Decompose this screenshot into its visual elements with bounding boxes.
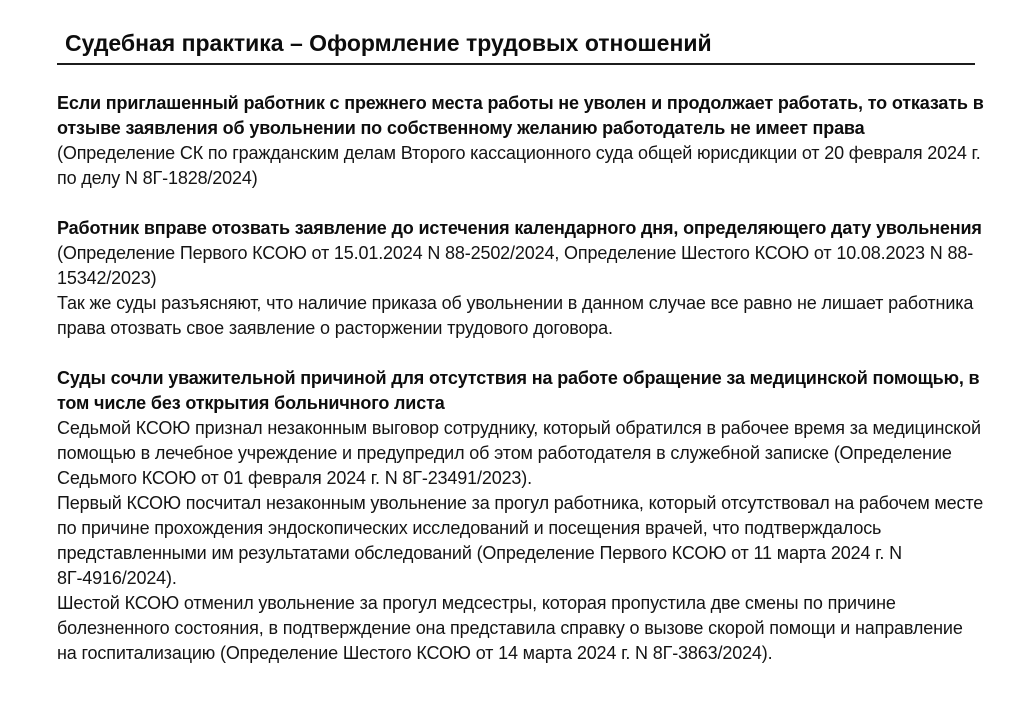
document-body — [0, 65, 1024, 666]
paragraph: Так же суды разъясняют, что наличие приказа об увольнении в данном случае все равно не лишает работника права отозвать свое заявление о расторжении трудового договора. — [57, 293, 974, 338]
paragraph: Седьмой КСОЮ признал незаконным выговор сотруднику, который обратился в рабочее время за медицинской помощью в лечебное учреждение и предупредил об этом работодателя в служебной записке (Определение Седьмого КСОЮ от 01 февраля 2024 г. N 8Г-23491/2023). — [57, 418, 981, 488]
section-heading: Суды сочли уважительной причиной для отсутствия на работе обращение за медицинской помощью, в том числе без открытия больничного листа — [57, 368, 980, 413]
section-invited-worker — [57, 91, 987, 191]
section-medical-absence — [57, 366, 987, 666]
paragraph: Шестой КСОЮ отменил увольнение за прогул медсестры, которая пропустила две смены по причине болезненного состояния, в подтверждение она представила справку о вызове скорой помощи и направление на госпитализацию (Определение Шестого КСОЮ от 14 марта 2024 г. N 8Г-3863/2024). — [57, 593, 963, 663]
paragraph: (Определение Первого КСОЮ от 15.01.2024 N 88-2502/2024, Определение Шестого КСОЮ от 10.08.2023 N 88-15342/2023) — [57, 243, 974, 288]
paragraph: Первый КСОЮ посчитал незаконным увольнение за прогул работника, который отсутствовал на рабочем месте по причине прохождения эндоскопических исследований и посещения врачей, что подтверждалось представленными им результатами обследований (Определение Первого КСОЮ от 11 марта 2024 г. N 8Г-4916/2024). — [57, 493, 984, 588]
page-title: Судебная практика – Оформление трудовых отношений — [65, 30, 712, 56]
section-heading: Если приглашенный работник с прежнего места работы не уволен и продолжает работать, то отказать в отзыве заявления об увольнении по собственному желанию работодатель не имеет права — [57, 93, 984, 138]
section-heading: Работник вправе отозвать заявление до истечения календарного дня, определяющего дату увольнения — [57, 218, 982, 238]
paragraph: (Определение СК по гражданским делам Второго кассационного суда общей юрисдикции от 20 февраля 2024 г. по делу N 8Г-1828/2024) — [57, 143, 981, 188]
header — [0, 0, 1024, 65]
section-withdraw-application — [57, 216, 987, 341]
